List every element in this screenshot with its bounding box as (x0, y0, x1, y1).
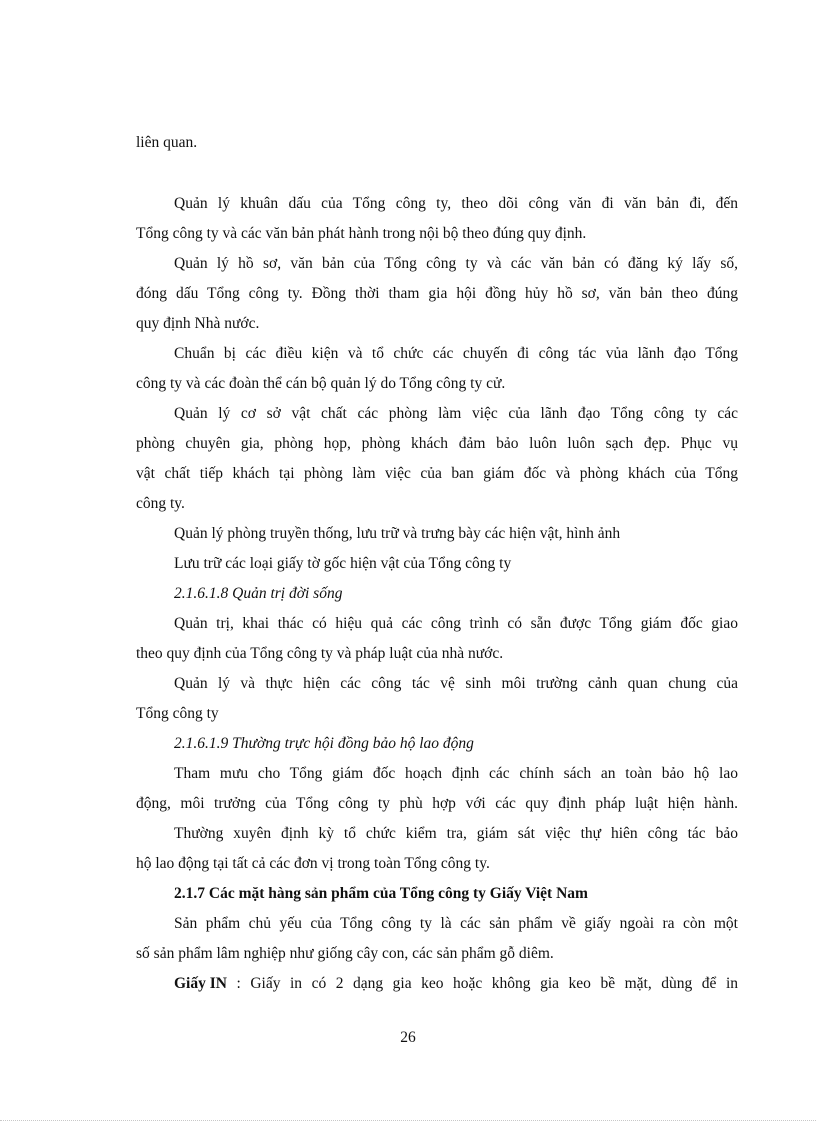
text-line: Tổng công ty (136, 705, 219, 722)
text-line: công ty. (136, 495, 185, 512)
paragraph-line: Lưu trữ các loại giấy tờ gốc hiện vật của Tổng công ty (174, 555, 512, 572)
text-line: liên quan. (136, 134, 198, 151)
text-line: hộ lao động tại tất cả các đơn vị trong toàn Tổng công ty. (136, 855, 490, 872)
section-heading: 2.1.7 Các mặt hàng sản phẩm của Tổng công ty Giấy Việt Nam (174, 885, 588, 902)
product-description: : Giấy in có 2 dạng gia keo hoặc không gia keo bề mặt, dùng để in (226, 975, 738, 992)
paragraph-line: Quản lý cơ sở vật chất các phòng làm việc của lãnh đạo Tổng công ty các (174, 405, 738, 422)
text-line: Tổng công ty và các văn bản phát hành trong nội bộ theo đúng quy định. (136, 225, 587, 242)
section-heading: 2.1.6.1.9 Thường trực hội đồng bảo hộ lao động (174, 735, 474, 752)
paragraph-line: Thường xuyên định kỳ tổ chức kiểm tra, giám sát việc thự hiên công tác bảo (174, 825, 738, 842)
paragraph-line: Quản lý phòng truyền thống, lưu trữ và trưng bày các hiện vật, hình ảnh (174, 525, 621, 542)
paragraph-line (174, 974, 738, 994)
text-line: quy định Nhà nước. (136, 315, 260, 332)
paragraph-line: Quản lý và thực hiện các công tác vệ sinh môi trường cảnh quan chung của (174, 675, 738, 692)
text-line: số sản phẩm lâm nghiệp như giống cây con, các sản phẩm gỗ diêm. (136, 945, 554, 962)
text-line: vật chất tiếp khách tại phòng làm việc của ban giám đốc và phòng khách của Tổng (136, 465, 738, 482)
product-label: Giấy IN (174, 975, 227, 992)
paragraph-line: Tham mưu cho Tổng giám đốc hoạch định các chính sách an toàn bảo hộ lao (174, 765, 738, 782)
paragraph-line: Quản lý khuân dấu của Tổng công ty, theo dõi công văn đi văn bản đi, đến (174, 195, 738, 212)
paragraph-line: Quản lý hồ sơ, văn bản của Tổng công ty và các văn bản có đăng ký lấy số, (174, 255, 738, 272)
page-bottom-border (0, 1120, 816, 1121)
section-heading: 2.1.6.1.8 Quản trị đời sống (174, 585, 343, 602)
paragraph-line: Quản trị, khai thác có hiệu quả các công trình có sẵn được Tổng giám đốc giao (174, 615, 738, 632)
text-line: đóng dấu Tổng công ty. Đồng thời tham gia hội đồng hủy hồ sơ, văn bản theo đúng (136, 285, 738, 302)
text-line: phòng chuyên gia, phòng họp, phòng khách đảm bảo luôn luôn sạch đẹp. Phục vụ (136, 435, 738, 452)
page-number: 26 (400, 1029, 416, 1046)
paragraph-line: Chuẩn bị các điều kiện và tổ chức các chuyến đi công tác vủa lãnh đạo Tổng (174, 345, 738, 362)
text-line: công ty và các đoàn thể cán bộ quản lý do Tổng công ty cử. (136, 375, 506, 392)
text-line: động, môi trưởng của Tổng công ty phù hợp với các quy định pháp luật hiện hành. (136, 795, 738, 812)
paragraph-line: Sản phẩm chủ yếu của Tổng công ty là các sản phẩm về giấy ngoài ra còn một (174, 915, 738, 932)
text-line: theo quy định của Tổng công ty và pháp luật của nhà nước. (136, 645, 504, 662)
